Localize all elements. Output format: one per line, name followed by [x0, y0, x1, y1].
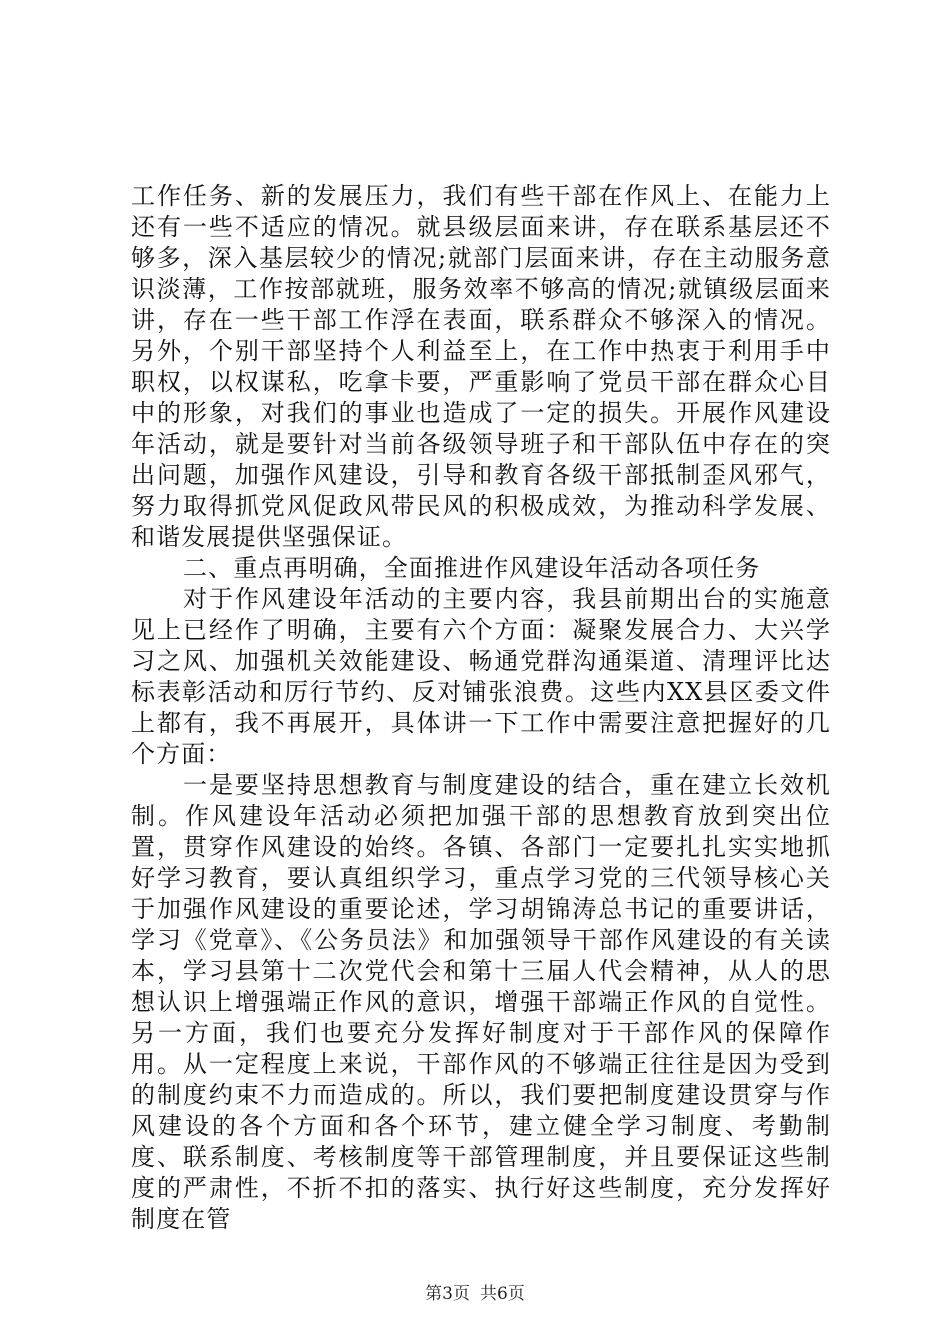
page-total: 共6页 [480, 1284, 525, 1304]
section-heading: 二、重点再明确，全面推进作风建设年活动各项任务 [183, 554, 761, 582]
paragraph-4: 一是要坚持思想教育与制度建设的结合，重在建立长效机制。作风建设年活动必须把加强干部的思想教育放到突出位置，贯穿作风建设的始终。各镇、各部门一定要扎扎实实地抓好学习教育，要认真组织学习，重点学习党的三代领导核心关于加强作风建设的重要论述，学习胡锦涛总书记的重要讲话，学习《党章》、《公务员法》和加强领导干部作风建设的有关读本，学习县第十二次党代会和第十三届人代会精神，从人的思想认识上增强端正作风的意识，增强干部端正作风的自觉性。另一方面，我们也要充分发挥好制度对于干部作风的保障作用。从一定程度上来说，干部作风的不够端正往往是因为受到的制度约束不力而造成的。所以，我们要把制度建设贯穿与作风建设的各个方面和各个环节，建立健全学习制度、考勤制度、联系制度、考核制度等干部管理制度，并且要保证这些制度的严肃性，不折不扣的落实、执行好这些制度，充分发挥好制度在管 [131, 771, 831, 1233]
paragraph-3: 对于作风建设年活动的主要内容，我县前期出台的实施意见上已经作了明确，主要有六个方面：凝聚发展合力、大兴学习之风、加强机关效能建设、畅通党群沟通渠道、清理评比达标表彰活动和厉行节约、反对铺张浪费。这些内XX县区委文件上都有，我不再展开，具体讲一下工作中需要注意把握好的几个方面： [131, 585, 831, 768]
paragraph-1: 工作任务、新的发展压力，我们有些干部在作风上、在能力上还有一些不适应的情况。就县级层面来讲，存在联系基层还不够多，深入基层较少的情况;就部门层面来讲，存在主动服务意识淡薄，工作按部就班，服务效率不够高的情况;就镇级层面来讲，存在一些干部工作浮在表面，联系群众不够深入的情况。另外，个别干部坚持个人利益至上，在工作中热衷于利用手中职权，以权谋私，吃拿卡要，严重影响了党员干部在群众心目中的形象，对我们的事业也造成了一定的损失。开展作风建设年活动，就是要针对当前各级领导班子和干部队伍中存在的突出问题，加强作风建设，引导和教育各级干部抵制歪风邪气，努力取得抓党风促政风带民风的积极成效，为推动科学发展、和谐发展提供坚强保证。 [131, 182, 831, 551]
page-number: 第3页 [425, 1284, 470, 1304]
document-body [131, 181, 831, 1235]
page-footer [0, 1279, 950, 1304]
